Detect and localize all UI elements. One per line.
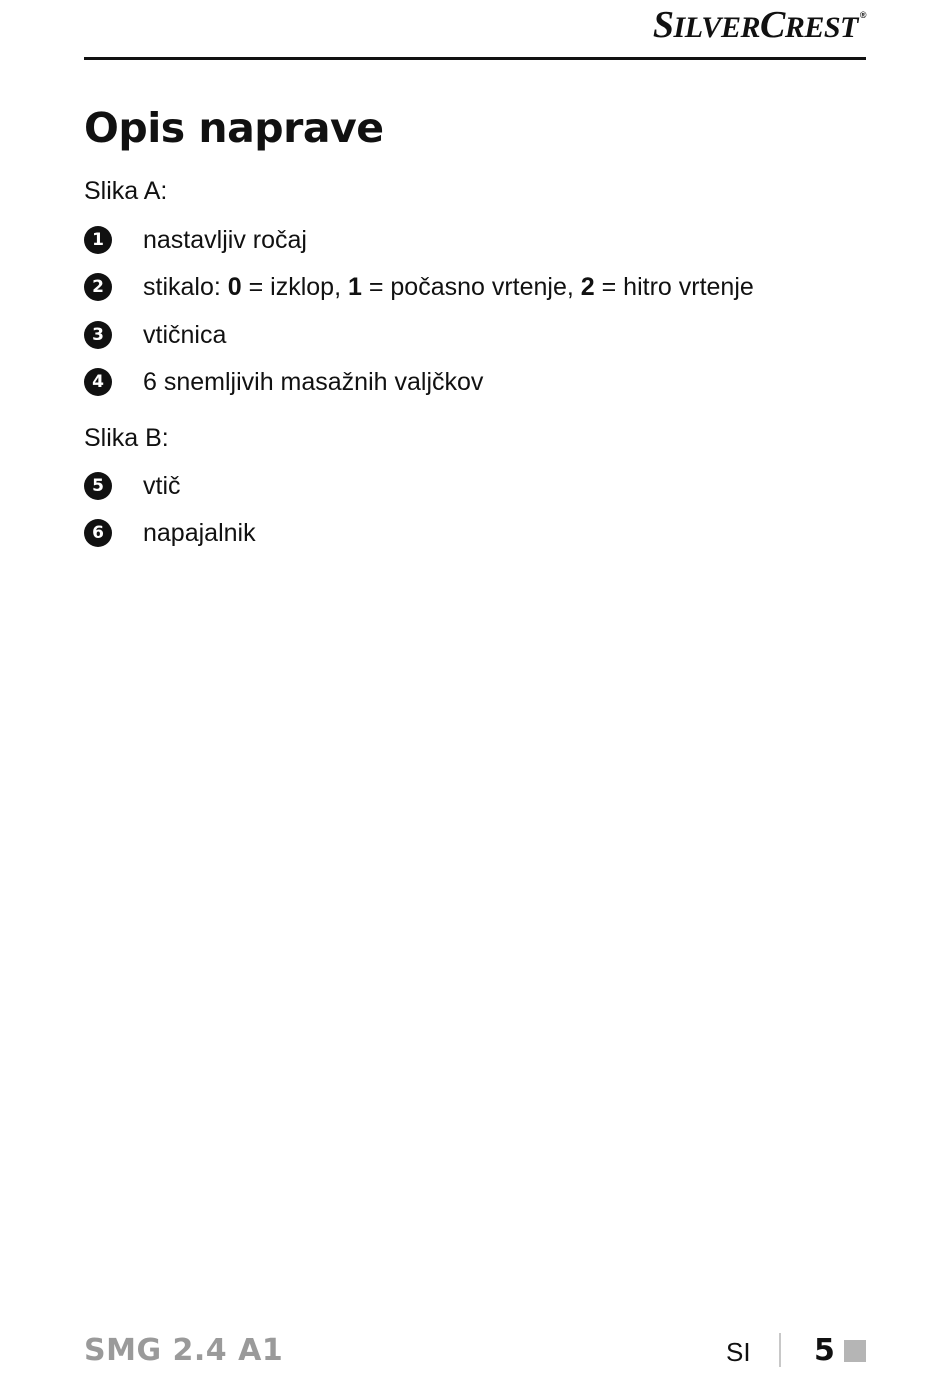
list-item — [84, 517, 256, 549]
switch-prefix: stikalo: — [143, 273, 228, 301]
brand-letters-rest: REST — [784, 11, 858, 44]
switch-desc-0: = izklop, — [241, 273, 348, 301]
header-rule — [84, 57, 866, 60]
number-badge-3: 3 — [84, 321, 112, 349]
page-marker-square — [844, 1340, 866, 1362]
switch-value-0: 0 — [227, 273, 242, 301]
number-badge-1: 1 — [84, 226, 112, 254]
list-item — [84, 319, 226, 351]
model-number: SMG 2.4 A1 — [84, 1333, 284, 1368]
brand-letters-ilver: ILVER — [673, 11, 760, 44]
list-item — [84, 470, 181, 502]
number-badge-2: 2 — [84, 273, 112, 301]
switch-value-1: 1 — [347, 273, 362, 301]
number-badge-6: 6 — [84, 519, 112, 547]
number-badge-5: 5 — [84, 472, 112, 500]
registered-mark: ® — [859, 10, 866, 20]
brand-letter-c: C — [759, 4, 785, 46]
item-text: vtičnica — [143, 321, 227, 349]
page-number: 5 — [814, 1333, 835, 1368]
language-code: SI — [726, 1337, 751, 1367]
figure-b-label: Slika B: — [84, 424, 169, 452]
item-text — [143, 271, 754, 303]
item-text: napajalnik — [143, 519, 256, 547]
footer-divider — [779, 1333, 781, 1367]
list-item — [84, 271, 754, 303]
switch-desc-2: = hitro vrtenje — [594, 273, 754, 301]
brand-letter-s: S — [652, 4, 674, 46]
figure-a-label: Slika A: — [84, 177, 168, 205]
list-item — [84, 366, 483, 398]
brand-logo — [653, 6, 866, 44]
item-text: vtič — [143, 472, 181, 500]
number-badge-4: 4 — [84, 368, 112, 396]
switch-value-2: 2 — [580, 273, 595, 301]
list-item — [84, 224, 307, 256]
page-title: Opis naprave — [84, 104, 384, 152]
switch-desc-1: = počasno vrtenje, — [361, 273, 581, 301]
item-text: 6 snemljivih masažnih valjčkov — [143, 368, 484, 396]
item-text: nastavljiv ročaj — [143, 226, 307, 254]
